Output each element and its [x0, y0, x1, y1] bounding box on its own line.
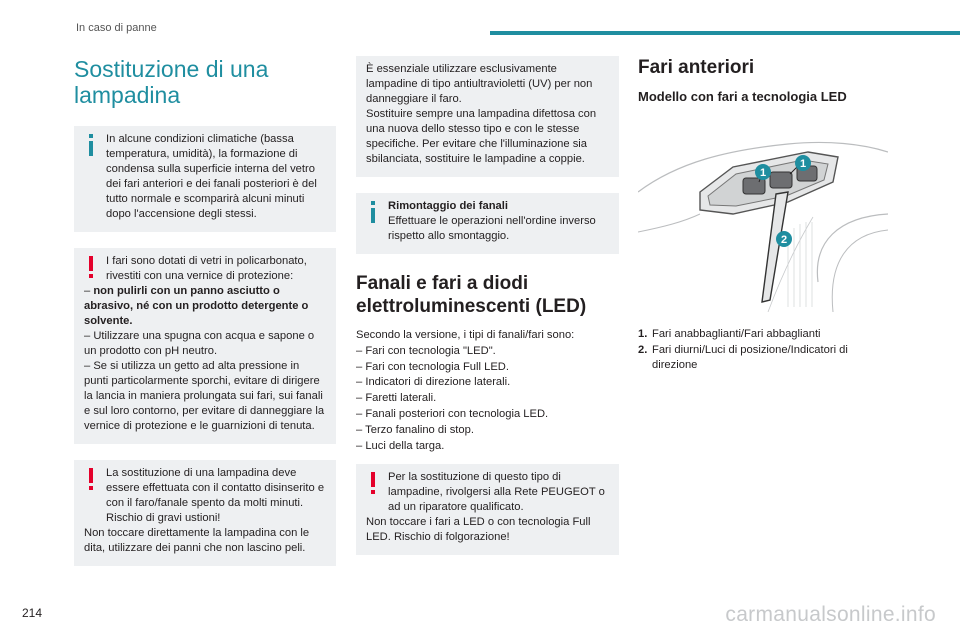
header-accent-bar — [490, 31, 960, 35]
info-icon — [366, 201, 380, 223]
column-left — [74, 56, 336, 582]
callout-badge — [755, 164, 771, 180]
column-middle — [356, 56, 619, 571]
note-uv-bulbs — [356, 56, 619, 177]
section-title-led: Fanali e fari a diodi elettroluminescenti (LED) — [356, 273, 587, 317]
list-item: – Faretti laterali. — [356, 392, 437, 405]
note-item-1: – non pulirli con un panno asciutto o abrasivo, né con un prodotto detergente o solvente. — [84, 285, 309, 327]
watermark-text: carmanualsonline.info — [725, 603, 936, 626]
note-text: Per la sostituzione di questo tipo di lampadine, rivolgersi alla Rete PEUGEOT o ad un riparatore qualificato. — [388, 471, 605, 514]
warning-note-burns — [74, 460, 336, 566]
list-intro: Secondo la versione, i tipi di fanali/fari sono: — [356, 329, 575, 341]
svg-text:1: 1 — [799, 158, 807, 170]
info-note-condensation — [74, 126, 336, 232]
warning-icon — [366, 472, 380, 494]
page-number: 214 — [22, 606, 43, 620]
note-text: Effettuare le operazioni nell'ordine inverso rispetto allo smontaggio. — [388, 215, 596, 242]
note-text: In alcune condizioni climatiche (bassa temperatura, umidità), la formazione di condensa sulla superficie interna del vetro dei fari anteriori e dei fanali posteriori è del tutto normale e scomparirà alcuni minuti dopo l'accensione degli stessi. — [106, 133, 317, 220]
headlamp-illustration — [638, 122, 888, 312]
warning-note-polycarbonate — [74, 248, 336, 444]
legend-item: 1. Fari anabbaglianti/Fari abbaglianti — [638, 328, 821, 340]
note-item-3: – Se si utilizza un getto ad alta pressione in punti particolarmente sporchi, evitare di dirigere la lancia in maniera prolungata sui fari, sui fanali e sul loro contorno, per evitare di danneggiare la vernice di protezione e le guarnizioni di tenuta. — [84, 360, 325, 432]
info-icon — [84, 134, 98, 156]
header-title: In caso di panne — [76, 22, 157, 34]
list-item: – Fari con tecnologia Full LED. — [356, 360, 509, 373]
note-text: È essenziale utilizzare esclusivamente lampadine di tipo antiultravioletti (UV) per non danneggiare il faro. — [366, 63, 593, 105]
note-text: Sostituire sempre una lampadina difettosa con una nuova dello stesso tipo e con le stesse specifiche. Per evitare che l'illuminazione sia sbilanciata, sostituire le lampadine a coppie. — [366, 108, 597, 165]
note-text: Non toccare direttamente la lampadina con le dita, utilizzare dei panni che non lascino peli. — [84, 527, 310, 554]
list-item: – Fanali posteriori con tecnologia LED. — [356, 407, 549, 420]
warning-icon — [84, 256, 98, 278]
info-note-refitting — [356, 193, 619, 254]
callout-badge — [776, 231, 792, 247]
note-item-2: – Utilizzare una spugna con acqua e sapone o un prodotto con pH neutro. — [84, 330, 315, 357]
note-text: Non toccare i fari a LED o con tecnologia Full LED. Rischio di folgorazione! — [366, 516, 591, 544]
note-text: La sostituzione di una lampadina deve essere effettuata con il contatto disinserito e con il faro/fanale spento da molti minuti. Rischio di gravi ustioni! — [106, 467, 325, 524]
warning-icon — [84, 468, 98, 490]
subtitle-led-model: Modello con fari a tecnologia LED — [638, 89, 847, 104]
section-title-bulb-replacement: Sostituzione di una lampadina — [74, 56, 269, 108]
figure-legend — [638, 327, 888, 374]
list-item: – Terzo fanalino di stop. — [356, 423, 474, 436]
warning-note-led — [356, 464, 619, 555]
note-title: Rimontaggio dei fanali — [388, 200, 508, 212]
legend-item: 2. Fari diurni/Luci di posizione/Indicatori di direzione — [638, 343, 848, 371]
svg-text:2: 2 — [780, 234, 788, 246]
svg-text:1: 1 — [759, 167, 767, 179]
list-item: – Luci della targa. — [356, 439, 445, 452]
list-item: – Indicatori di direzione laterali. — [356, 376, 511, 389]
callout-badge — [795, 155, 811, 171]
led-types-list — [356, 328, 619, 454]
section-title-headlamps: Fari anteriori — [638, 57, 755, 78]
column-right — [638, 56, 888, 374]
list-item: – Fari con tecnologia "LED". — [356, 344, 496, 357]
note-intro: I fari sono dotati di vetri in policarbonato, rivestiti con una vernice di protezione: — [106, 255, 307, 282]
